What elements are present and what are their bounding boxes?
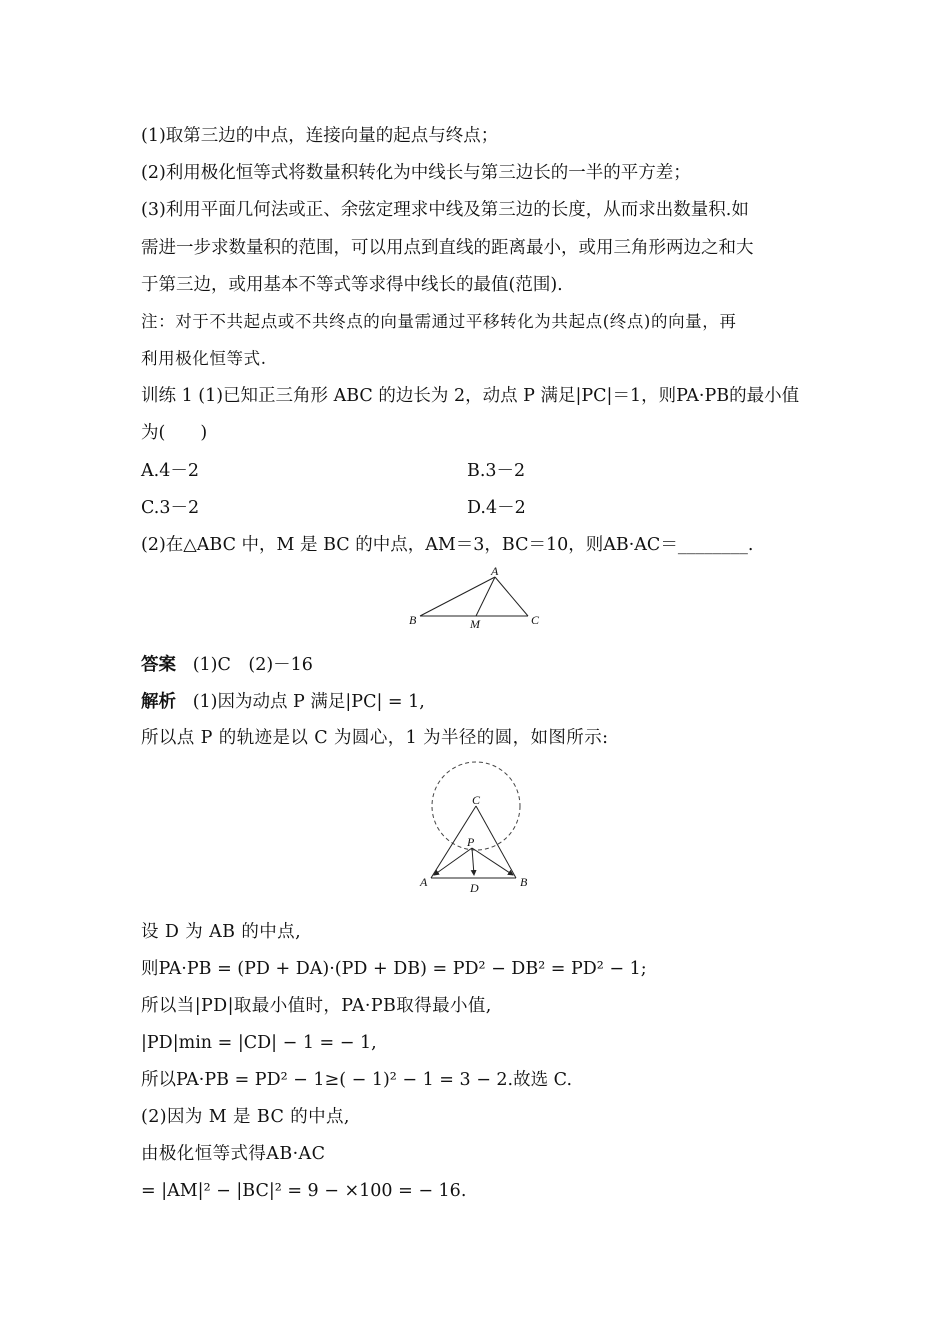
answer-text: (1)C (2)－16: [192, 655, 313, 675]
solution-label: 解析: [141, 691, 176, 711]
solution-line-4: 则PA·PB = (PD + DA)·(PD + DB) = PD² − DB² = PD² − 1;: [141, 959, 647, 979]
solution-line-7: 所以PA·PB = PD² − 1≥( − 1)² − 1 = 3 − 2.故选 C.: [141, 1070, 573, 1090]
label-m: M: [470, 617, 480, 631]
solution-line-6: |PD|min = |CD| − 1 = − 1,: [141, 1033, 377, 1053]
label-a: A: [491, 564, 499, 578]
solution-line-5: 所以当|PD|取最小值时，PA·PB取得最小值,: [141, 996, 492, 1016]
side-ab: [420, 577, 495, 616]
label-p: P: [467, 835, 475, 849]
option-d: D.4－2: [467, 498, 526, 518]
triangle-median-figure: [400, 562, 550, 634]
side-bc: [476, 806, 516, 878]
option-b: B.3－2: [467, 461, 526, 481]
solution-line-8: (2)因为 M 是 BC 的中点,: [141, 1107, 350, 1127]
solution-line-2: 所以点 P 的轨迹是以 C 为圆心，1 为半径的圆，如图所示:: [141, 728, 609, 748]
vector-pa: [434, 848, 472, 875]
exercise-q2: (2)在△ABC 中，M 是 BC 的中点，AM＝3，BC＝10，则AB·AC＝________.: [141, 535, 754, 555]
option-c: C.3－2: [141, 498, 200, 518]
solution-text-1: (1)因为动点 P 满足|PC| = 1,: [192, 692, 425, 712]
method-step-3-line-2: 需进一步求数量积的范围，可以用点到直线的距离最小，或用三角形两边之和大: [141, 238, 754, 258]
answer-line: [141, 652, 313, 677]
solution-line-3: 设 D 为 AB 的中点,: [141, 922, 302, 942]
option-a: A.4－2: [141, 461, 199, 481]
solution-line-10: = |AM|² − |BC|² = 9 − ×100 = − 16.: [141, 1181, 467, 1201]
method-step-1: (1)取第三边的中点，连接向量的起点与终点；: [141, 126, 499, 146]
label-b: B: [520, 875, 528, 889]
note-line-2: 利用极化恒等式.: [141, 349, 267, 368]
exercise-q1-line-2: 为( ): [141, 423, 208, 443]
method-step-2: (2)利用极化恒等式将数量积转化为中线长与第三边长的一半的平方差；: [141, 163, 691, 183]
note-line-1: 注：对于不共起点或不共终点的向量需通过平移转化为共起点(终点)的向量，再: [141, 312, 737, 331]
solution-line-1: [141, 689, 425, 714]
label-d: D: [470, 881, 479, 895]
circle-triangle-figure: [410, 760, 540, 900]
side-ac: [495, 577, 528, 616]
answer-label: 答案: [141, 654, 176, 674]
label-b: B: [409, 613, 417, 627]
vector-pd: [472, 848, 474, 875]
exercise-q1-line-1: 训练 1 (1)已知正三角形 ABC 的边长为 2，动点 P 满足|PC|＝1，则PA·PB的最小值: [141, 386, 800, 406]
label-c: C: [531, 613, 540, 627]
label-a: A: [420, 875, 428, 889]
solution-line-9: 由极化恒等式得AB·AC: [141, 1144, 326, 1164]
label-c: C: [472, 793, 481, 807]
method-step-3-line-3: 于第三边，或用基本不等式等求得中线长的最值(范围).: [141, 275, 563, 295]
method-step-3-line-1: (3)利用平面几何法或正、余弦定理求中线及第三边的长度，从而求出数量积.如: [141, 200, 749, 220]
median-am: [476, 577, 495, 616]
